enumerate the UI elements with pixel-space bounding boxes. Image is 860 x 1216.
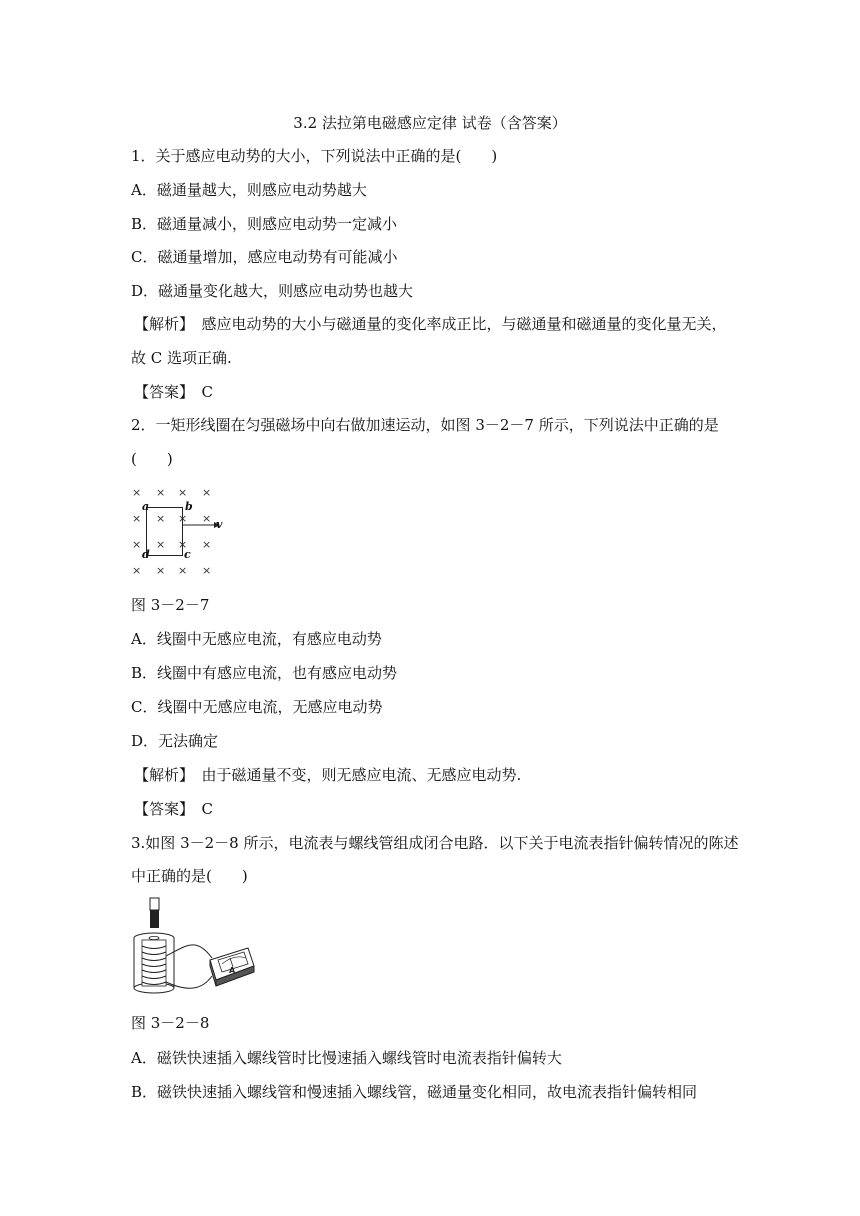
- field-cross: ×: [178, 538, 188, 551]
- q2-option-b: B．线圈中有感应电流，也有感应电动势: [131, 664, 398, 682]
- rectangular-coil: [146, 507, 183, 556]
- q2-option-c: C．线圈中无感应电流，无感应电动势: [131, 698, 383, 716]
- q2-stem-line1: 2．一矩形线圈在匀强磁场中向右做加速运动，如图 3－2－7 所示，下列说法中正确的是: [131, 416, 719, 434]
- q3-option-a: A．磁铁快速插入螺线管时比慢速插入螺线管时电流表指针偏转大: [131, 1049, 562, 1067]
- field-cross: ×: [202, 564, 212, 577]
- solenoid-icon: [134, 933, 174, 993]
- field-cross: ×: [178, 486, 188, 499]
- q2-option-a: A．线圈中无感应电流，有感应电动势: [131, 630, 382, 648]
- q1-option-c: C．磁通量增加，感应电动势有可能减小: [131, 248, 398, 266]
- q1-analysis-line2: 故 C 选项正确.: [131, 349, 232, 367]
- corner-label-a: a: [142, 500, 150, 513]
- page-title: 3.2 法拉第电磁感应定律 试卷（含答案）: [293, 114, 567, 132]
- field-cross: ×: [156, 486, 166, 499]
- q2-stem-line2: ( ): [131, 450, 173, 468]
- solenoid-galvanometer-figure: [126, 896, 258, 1000]
- q1-option-a: A．磁通量越大，则感应电动势越大: [131, 181, 367, 199]
- field-cross: ×: [178, 512, 188, 525]
- field-cross: ×: [156, 538, 166, 551]
- field-cross: ×: [202, 486, 212, 499]
- field-cross: ×: [132, 538, 142, 551]
- q3-figure-caption: 图 3－2－8: [131, 1014, 210, 1032]
- field-cross: ×: [202, 512, 212, 525]
- field-cross: ×: [132, 564, 142, 577]
- q1-option-d: D．磁通量变化越大，则感应电动势也越大: [131, 282, 414, 300]
- field-cross: ×: [132, 512, 142, 525]
- corner-label-b: b: [185, 500, 193, 513]
- q3-stem-line2: 中正确的是( ): [131, 867, 248, 885]
- field-cross: ×: [132, 486, 142, 499]
- meter-letter: A: [229, 966, 236, 975]
- q2-answer: 【答案】 C: [134, 800, 213, 818]
- q1-analysis-line1: 【解析】 感应电动势的大小与磁通量的变化率成正比，与磁通量和磁通量的变化量无关，: [134, 315, 727, 333]
- q2-analysis: 【解析】 由于磁通量不变，则无感应电流、无感应电动势.: [134, 766, 522, 784]
- q1-stem: 1．关于感应电动势的大小，下列说法中正确的是( ): [131, 147, 498, 165]
- field-cross: ×: [178, 564, 188, 577]
- field-cross: ×: [156, 564, 166, 577]
- corner-label-d: d: [142, 548, 150, 561]
- q1-option-b: B．磁通量减小，则感应电动势一定减小: [131, 215, 398, 233]
- velocity-label: v: [216, 518, 223, 531]
- q2-figure-caption: 图 3－2－7: [131, 596, 210, 614]
- field-cross: ×: [156, 512, 166, 525]
- coil-in-field-figure: [128, 484, 238, 584]
- q3-stem-line1: 3.如图 3－2－8 所示，电流表与螺线管组成闭合电路．以下关于电流表指针偏转情况的陈述: [131, 834, 739, 852]
- corner-label-c: c: [184, 548, 191, 561]
- q3-option-b: B．磁铁快速插入螺线管和慢速插入螺线管，磁通量变化相同，故电流表指针偏转相同: [131, 1083, 698, 1101]
- q2-option-d: D．无法确定: [131, 732, 219, 750]
- field-cross: ×: [202, 538, 212, 551]
- bar-magnet-icon: [150, 898, 159, 928]
- q1-answer: 【答案】 C: [134, 383, 213, 401]
